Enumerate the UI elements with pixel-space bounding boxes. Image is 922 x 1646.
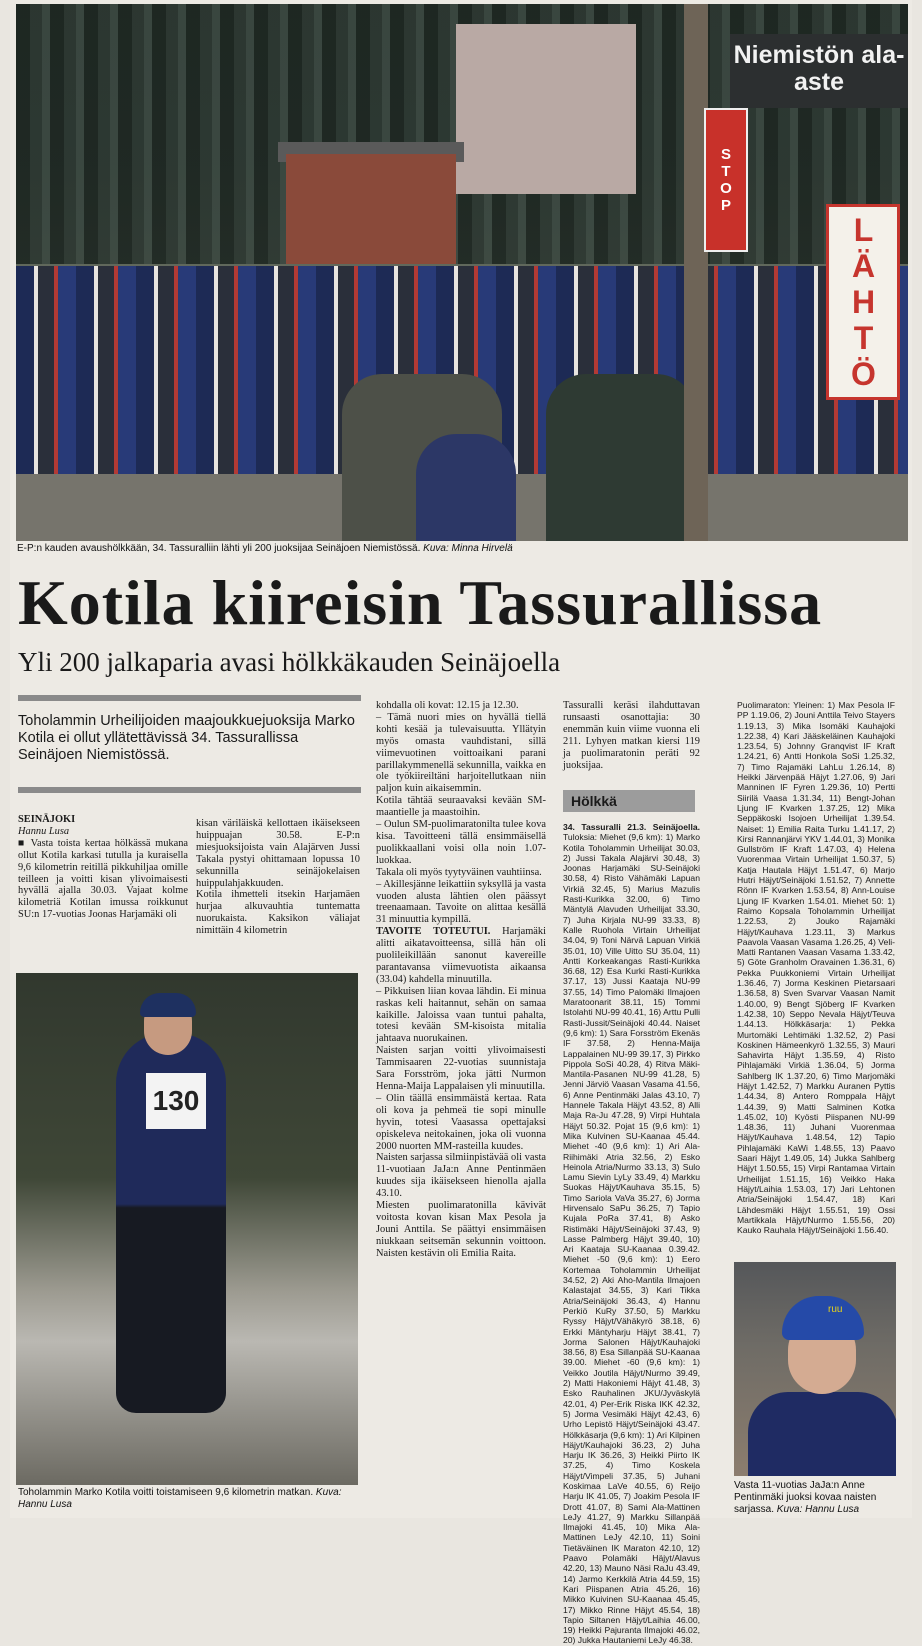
race-start-photo [16,4,908,541]
start-sign: LÄHTÖ [826,204,900,400]
rule-bottom [18,787,361,793]
caption-text: E-P:n kauden avaushölkkään, 34. Tassuralliin lähti yli 200 juoksijaa Seinäjoen Niemistössä. [17,543,421,554]
article-col-3 [376,700,546,1260]
runner-caption [18,1487,358,1511]
caption-text: Vasta 11-vuotias JaJa:n Anne Pentinmäki juoksi kovaa naisten sarjassa. [734,1480,877,1515]
results-text-4: Tuloksia: Miehet (9,6 km): 1) Marko Kotila Toholammin Urheilijat 30.03, 2) Jussi Takala Alajärvi 30.48, 3) Joonas Harjamäki SU-Seinäjoki 30.58, 4) Risto Vähämäki Lapuan Virkiä 32.45, 5) Marius Mazulis Rasti-Kurikka 32.00, 6) Timo Mäntylä Alavuden Urheilijat 33.30, 7) Juha Kirjala NU-99 33.33, 8) Kalle Ruohola Virtain Urheilijat 34.04, 9) Toni Närvä Lapuan Virkiä 35.01, 10) Ville Uitto SU 35.04, 11) Antti Korkeakangas Rasti-Kurikka 36.68, 12) Esa Kurki Rasti-Kurikka 37.17, 13) Jussi Kaataja NU-99 37.55, 14) Timo Palomäki Ilmajoen Maratoonarit 38.11, 15) Tommi Istolahti NU-99 40.41, 16) Arttu Pulli Rasti-Jussit/Seinäjoki 40.44. Naiset (9,6 km): 1) Sara Forsström Ekenäs IF 37.58, 2) Henna-Maija Lappalainen NU-99 39.17, 3) Pirkko Pippola SoSi 40.28, 4) Ritva Mäki-Mantila-Pasanen NU-99 41.28, 5) Jenni Järviö Vaasan Vasama 41.56, 6) Anne Pentinmäki Jalas 43.10, 7) Hannele Takala Häjyt 43.52, 8) Alli Maja Ra-Ju 47.28, 9) Virpi Huhtala Häjyt 50.32. Pojat 15 (9,6 km): 1) Mika Kulvinen SU-Kaanaa 45.44. Miehet -40 (9,6 km): 1) Ari Ala-Riihimäki Atria 32.56, 2) Esko Heinola Atria/Nurmo 33.13, 3) Sulo Lamu Sievin LyLy 33.49, 4) Markku Suokas Häjyt/Kauhava 35.15, 5) Timo Sariola VaVa 35.27, 6) Jorma Hirvensalo SaPu 36.25, 7) Tapio Kujala PoRa 37.41, 8) Asko Ristimäki Häjyt/Seinäjoki 37.43, 9) Lasse Palmberg Häjyt 39.40, 10) Ari Kaataja SU-Kaanaa 0.39.42. Miehet -50 (9,6 km): 1) Eero Kortemaa Toholammin Urheilijat 34.52, 2) Aki Aho-Mantila Ilmajoen Kalastajat 34.55, 3) Kari Tikka Atria/Seinäjoki 36.43, 4) Hannu Perkiö KuRy 37.50, 5) Markku Ryssy Häjyt/Vähäkyrö 38.18, 6) Erkki Mäntyharju Häjyt 38.41, 7) Jorma Salonen Häjyt/Kauhajoki 38.56, 8) Esa Sillanpää SU-Kaanaa 39.00. Miehet -60 (9,6 km): 1) Veikko Joutila Häjyt/Nurmo 39.49, 2) Matti Hakoniemi Häjyt 41.48, 3) Esko Rauhalinen JKU/Jyväskylä 42.01, 4) Per-Erik Riska IKK 42.32, 5) Jorma Vesimäki Häjyt 42.43, 6) Urho Lepistö Häjyt/Seinäjoki 43.47. Hölkkäsarja (9,6 km): 1) Ari Kilpinen Häjyt/Kauhajoki 36.23, 2) Juha Harju IK 36.26, 3) Heikki Piirto IK 37.25, 4) Timo Koskela Häjyt/Vimpeli 37.35, 5) Juhani Koskimaa LaVe 40.55, 6) Reijo Harju IK 41.05, 7) Joakim Pesola IF Drott 41.07, 8) Sami Ala-Mattinen LeJy 41.27, 9) Markku Sillanpää Ilmajoki 41.45, 10) Mika Ala-Mattinen LeJy 42.10, 11) Soini Tietäväinen IK Maraton 42.10, 12) Paavo Polamäki Häjyt/Alavus 42.20, 13) Mauno Näsi RaJu 43.49, 14) Jarmo Kerkkilä Atria 44.59, 15) Kari Piispanen Atria 45.26, 16) Mikko Kuivinen SU-Kaanaa 45.45, 17) Mikko Rinne Häjyt 45.54, 18) Tapio Siltanen Häjyt/Laihia 46.00, 19) Heikki Pajuranta Ilmajoki 46.02, 20) Jukka Hautaniemi LeJy 46.38. [563,832,700,1646]
caption-credit: Kuva: Hannu Lusa [776,1504,860,1515]
runner-cap [140,993,196,1017]
utility-pole [684,4,708,541]
girl-runner-photo [734,1262,896,1476]
top-photo-caption [17,543,907,555]
girl-jacket [748,1392,896,1476]
spectator-right [546,374,696,541]
subheadline: Yli 200 jalkaparia avasi hölkkäkauden Seinäjoella [18,647,561,677]
girl-photo-caption [734,1480,904,1516]
col1-text: Vasta toista kertaa hölkässä mukana ollut Kotila karkasi tutulla ja kuraisella 9,6 kilometrin reitillä pikkuhiljaa omille teilleen ja voitti kisan ylivoimaisesti hyvällä ajalla 30.03. Vajaat kolme kilometriä Kotilan imussa roikkunut SU:n 17-vuotias Joonas Harjamäki oli [18,837,188,921]
red-barn [286,154,456,264]
article-col-2: kisan väriläiskä kellottaen ikäisekseen huippuajan 30.58. E-P:n miesjuoksijoista vain Alajärven Jussi Takala pystyi ohittamaan lopussa 10 sekunnilla seinäjokelaisen huippulahjakkuuden. Kotila ihmetteli itsekin Harjamäen hurjaa alkuvauhtia tuntematta nuorukaista. Kaksikon väliajat nimittäin 4 kilometrin [196,818,360,937]
dateline: SEINÄJOKI [18,814,76,825]
caption-text: Toholammin Marko Kotila voitti toistamiseen 9,6 kilometrin matkan. [18,1487,314,1498]
runner-bib: 130 [146,1073,206,1129]
results-col-4 [563,822,700,1646]
article-col-1: SEINÄJOKI Hannu Lusa ■ Vasta toista kertaa hölkässä mukana ollut Kotila karkasi tutulla ja kuraisella 9,6 kilometrin reitillä pikkuhiljaa omille teilleen ja voitti kisan ylivoimaisesti hyvällä ajalla 30.03. Vajaat kolme kilometriä Kotilan imussa roikkunut SU:n 17-vuotias Joonas Harjamäki oli [18,814,188,921]
col3-subhead: TAVOITE TOTEUTUI. [376,926,491,938]
caption-credit: Kuva: Hannu Lusa [18,1487,342,1510]
rule-top [18,695,361,701]
lede: Toholammin Urheilijoiden maajoukkuejuoksija Marko Kotila ei ollut yllätettävissä 34. Tassurallissa Seinäjoen Niemistössä. [18,713,355,763]
hat-text: ruu [828,1304,843,1315]
article-col-4: Tassuralli keräsi ilahduttavan runsaasti osanottajia: 30 enemmän kuin viime vuonna eli 211. Lyhyen matkan kiersi 119 ja puolimaratonin peräti 92 juoksijaa. [563,700,700,771]
caption-credit: Kuva: Minna Hirvelä [423,543,513,554]
stop-sign: STOP [704,108,748,252]
girl-hat [782,1296,864,1340]
col3-top: kohdalla oli kovat: 12.15 ja 12.30. – Tämä nuori mies on hyvällä tiellä kohti kesää ja tulevaisuutta. Yllätyin myös omasta vauhdistani, sillä viimevuotinen voittoaikani parani parillakymmenellä sekunnilla, vaikka en ole työkiireiltäni harjoitellutkaan niin paljon kuin aikaisemmin. Kotila tähtää seuraavaksi kevään SM-maantielle ja maastoihin. – Oulun SM-puolimaratonilta tulee kova kisa. Tavoitteeni tällä ensimmäisellä puolikkaallani voisi olla noin 1.07-luokkaa. Takala oli myös tyytyväinen vauhtiinsa. – Akillesjänne leikattiin syksyllä ja vasta vuoden alusta lähtien olen päässyt treenaamaan. Tavoite on alittaa kesällä 31 minuuttia kympillä. [376,700,546,926]
headline: Kotila kiireisin Tassurallissa [18,567,823,638]
runner-photo [16,973,358,1485]
results-box-title: Hölkkä [563,790,695,812]
street-sign: Niemistön ala-aste [730,34,908,108]
col3-bottom: Harjamäki alitti aikatavoitteensa, sillä hän oli puolileikillään sanonut kavereille parantavansa viimevuotista aikaansa (33.04) kahdella minuutilla. – Pikkuisen liian kovaa lähdin. Ei minua raskas keli haitannut, sehän on samaa kaikille. Jaloissa vaan tuntui pahalta, totesi kevään SM-kisoista mitalia jahtaava nuorukainen. Naisten sarjan voitti ylivoimaisesti Tammisaaren 22-vuotias suunnistaja Sara Forsström, joka jätti Nurmon Henna-Maija Lappalaisen yli minuutilla. – Olin täällä ensimmäistä kertaa. Rata oli kova ja pehmeä tie sopi minulle hyvin, totesi Vaasassa opettajaksi opiskeleva neitokainen, joka oli vuonna 2000 nuorten MM-rasteilla kuudes. Naisten sarjassa silmiinpistävää oli vasta 11-vuotiaan JaJa:n Anne Pentinmäen kuudes sija ikäisekseen hienolla ajalla 43.10. Miesten puolimaratonilla kävivät voitosta kovan kisan Max Pesola ja Jouni Anttila. Se päättyi ensimmäisen niukkaan seitsemän sekunnin voittoon. Naisten kestävin oli Emilia Raita. [376,926,546,1259]
results-heading: 34. Tassuralli 21.3. Seinäjoella. [563,822,700,832]
spectator-child [416,434,516,541]
byline: Hannu Lusa [18,825,70,837]
school-building [456,24,636,194]
results-col-5: Puolimaraton: Yleinen: 1) Max Pesola IF PP 1.19.06, 2) Jouni Anttila Teivo Stayers 1.19.13, 3) Mika Isomäki Kauhajoki 1.22.38, 4) Kari Jääskeläinen Kauhajoki 1.23.54, 5) Johnny Granqvist IF Kraft 1.24.21, 6) Antti Honkola SoSi 1.25.32, 7) Timo Rajamäki LahLu 1.26.14, 8) Heikki Järvenpää Häjyt 1.27.06, 9) Jari Manninen IF Fyren 1.29.36, 10) Pertti Siirilä Vaasa 1.31.34, 11) Bengt-Johan Ljung IF Kvarken 1.37.25, 12) Mika Seppäkoski Isojoen Urheilijat 1.39.54. Naiset: 1) Emilia Raita Turku 1.41.17, 2) Kirsi Rannanjärvi YKV 1.44.01, 3) Monika Gullström IF Kraft 1.47.03, 4) Helena Vuorenmaa Virtain Urheilijat 1.50.37, 5) Katja Hautala Häjyt 1.51.47, 6) Marjo Hutri Häjyt/Seinäjoki 1.51.52, 7) Annette Rönn IF Kvarken 1.53.54, 8) Ann-Louise Ljung IF Kvarken 1.54.01. Miehet 50: 1) Raimo Kopsala Toholammin Urheilijat 1.22.53, 2) Jouko Rajamäki Häjyt/Kauhava 1.23.11, 3) Markus Paavola Vaasan Vasama 1.26.25, 4) Veli-Matti Rantanen Vaasan Vasama 1.33.42, 5) Göte Granholm Oravainen 1.36.31, 6) Pekka Puukkoniemi Virtain Urheilijat 1.36.46, 7) Jorma Keskinen Pietarsaari 1.36.58, 8) Sven Svarvar Vaasan Namit 1.40.00, 9) Bengt Sjöberg IF Kvarken 1.42.38, 10) Seppo Nevala Häjyt/Teuva 1.44.13. Hölkkäsarja: 1) Pekka Murtomäki Lehtimäki 1.32.52, 2) Pasi Koskinen Hämeenkyrö 1.32.55, 3) Mauri Sahavirta Häjyt 1.35.59, 4) Risto Pihlajamäki Virkiä 1.36.04, 5) Jorma Sahlberg IK 1.37.20, 6) Timo Marjomäki Häjyt 1.42.52, 7) Markku Auranen Pyttis 1.44.34, 8) Antero Romppala Häjyt 1.44.39, 9) Matti Salminen Kotka 1.45.02, 10) Kyösti Piispanen NU-99 1.48.36, 11) Juhani Vuorenmaa Häjyt/Kauhava 1.48.54, 12) Tapio Pihlajamäki KaWi 1.48.55, 13) Paavo Saari Häjyt 1.49.05, 14) Jukka Sahlberg Häjyt 1.50.55, 15) Virpi Rantamaa Virtain Urheilijat 1.51.15, 16) Veikko Haka Häjyt/Laihia 1.53.03, 17) Jari Lehtonen Atria/Seinäjoki 1.54.47, 18) Kari Lähdesmäki Häjyt 1.55.51, 19) Ossi Martikkala Häjyt/Nurmo 1.55.56, 20) Kauko Rauhala Häjyt/Seinäjoki 1.56.40. [737,700,895,1236]
